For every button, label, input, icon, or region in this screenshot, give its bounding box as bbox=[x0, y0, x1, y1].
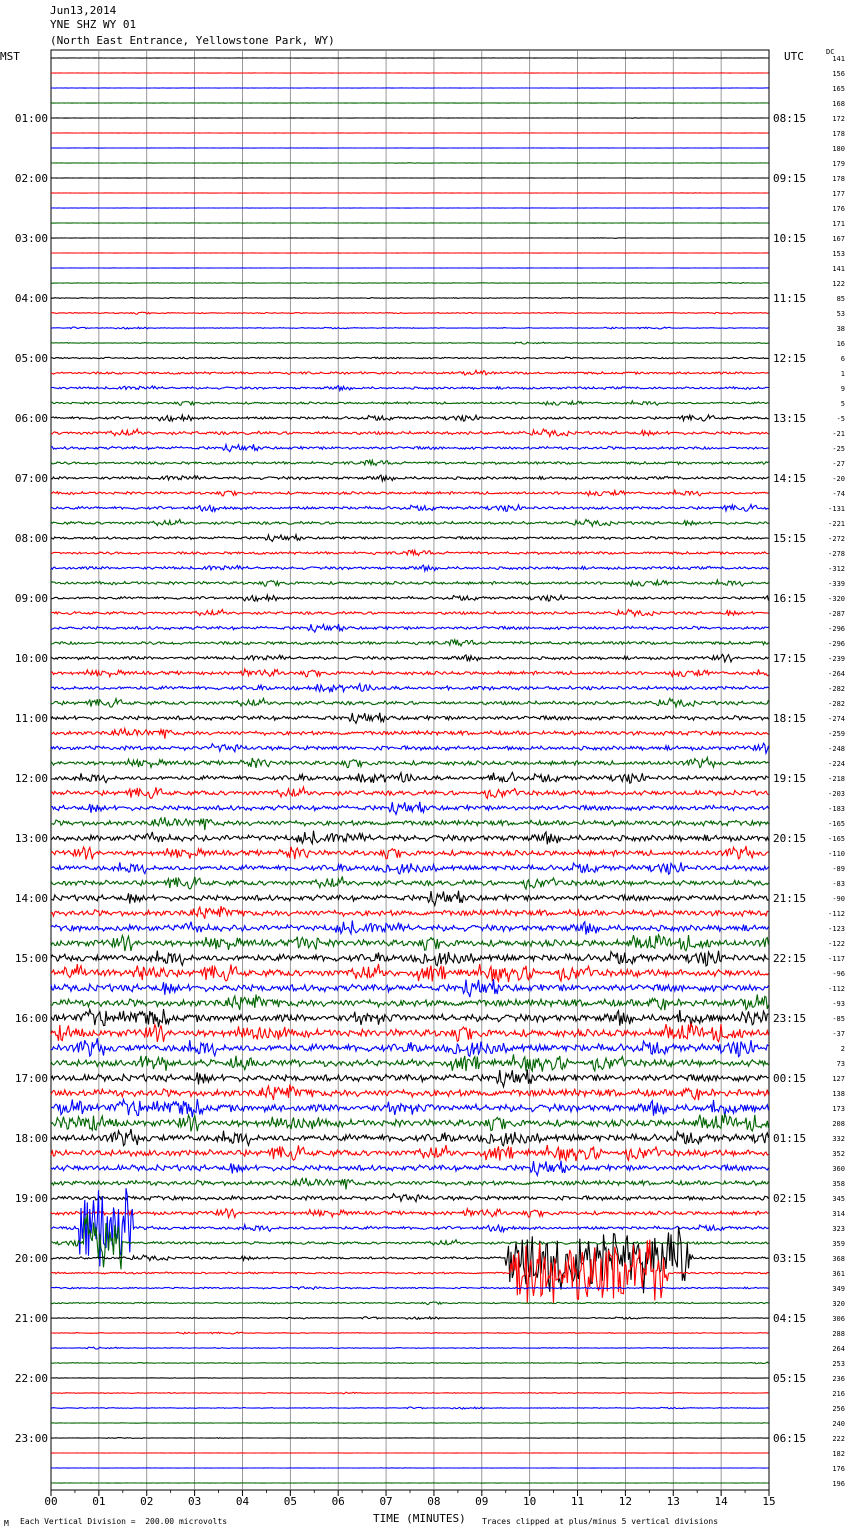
dc-offset-label: -224 bbox=[828, 760, 845, 768]
dc-offset-label: 153 bbox=[832, 250, 845, 258]
trace-line bbox=[51, 862, 769, 874]
trace-line bbox=[51, 979, 769, 997]
trace-line bbox=[51, 238, 769, 239]
dc-offset-label: 138 bbox=[832, 1090, 845, 1098]
trace-line bbox=[51, 1227, 769, 1293]
trace-line bbox=[51, 118, 769, 119]
dc-offset-label: 180 bbox=[832, 145, 845, 153]
trace-line bbox=[51, 1317, 769, 1320]
trace-line bbox=[51, 995, 769, 1011]
trace-line bbox=[51, 906, 769, 919]
left-hour-label: 04:00 bbox=[14, 292, 48, 305]
trace-line bbox=[51, 1054, 769, 1071]
dc-offset-label: -21 bbox=[832, 430, 845, 438]
x-tick-label: 10 bbox=[523, 1495, 537, 1508]
trace-line bbox=[51, 1438, 769, 1439]
left-hour-label: 05:00 bbox=[14, 352, 48, 365]
trace-line bbox=[51, 1178, 769, 1190]
trace-line bbox=[51, 193, 769, 194]
x-tick-label: 11 bbox=[570, 1495, 585, 1508]
dc-offset-label: 179 bbox=[832, 160, 845, 168]
right-hour-label: 18:15 bbox=[773, 712, 807, 725]
trace-line bbox=[51, 444, 769, 451]
dc-offset-label: 332 bbox=[832, 1135, 845, 1143]
trace-line bbox=[51, 415, 769, 421]
trace-line bbox=[51, 1407, 769, 1409]
trace-line bbox=[51, 1114, 769, 1131]
trace-line bbox=[51, 1188, 769, 1266]
dc-offset-label: 361 bbox=[832, 1270, 845, 1278]
dc-offset-label: 306 bbox=[832, 1315, 845, 1323]
x-tick-label: 05 bbox=[283, 1495, 297, 1508]
dc-offset-label: 168 bbox=[832, 100, 845, 108]
trace-line bbox=[51, 357, 769, 359]
dc-offset-label: -112 bbox=[828, 910, 845, 918]
right-hour-label: 04:15 bbox=[773, 1312, 807, 1325]
trace-line bbox=[51, 401, 769, 406]
x-tick-label: 03 bbox=[187, 1495, 202, 1508]
plot-frame bbox=[51, 50, 769, 1490]
right-hour-label: 01:15 bbox=[773, 1132, 807, 1145]
right-hour-label: 12:15 bbox=[773, 352, 807, 365]
trace-line bbox=[51, 519, 769, 526]
right-hour-label: 15:15 bbox=[773, 532, 807, 545]
right-hour-label: 17:15 bbox=[773, 652, 807, 665]
trace-line bbox=[51, 342, 769, 344]
dc-offset-label: 5 bbox=[840, 400, 845, 408]
dc-offset-label: 349 bbox=[832, 1285, 845, 1293]
left-hour-label: 21:00 bbox=[14, 1312, 48, 1325]
x-tick-label: 04 bbox=[235, 1495, 250, 1508]
trace-line bbox=[51, 891, 769, 906]
dc-offset-label: -239 bbox=[828, 655, 845, 663]
trace-line bbox=[51, 460, 769, 465]
dc-offset-label: -248 bbox=[828, 745, 845, 753]
dc-offset-label: 9 bbox=[840, 385, 845, 393]
trace-line bbox=[51, 1194, 769, 1202]
dc-offset-label: 182 bbox=[832, 1450, 845, 1458]
dc-offset-label: 156 bbox=[832, 70, 845, 78]
dc-offset-label: 256 bbox=[832, 1405, 845, 1413]
trace-line bbox=[51, 729, 769, 739]
dc-offset-label: 127 bbox=[832, 1075, 845, 1083]
x-tick-label: 09 bbox=[475, 1495, 489, 1508]
trace-line bbox=[51, 595, 769, 601]
trace-line bbox=[51, 1085, 769, 1101]
dc-offset-label: 165 bbox=[832, 85, 845, 93]
dc-offset-label: 288 bbox=[832, 1330, 845, 1338]
trace-line bbox=[51, 1145, 769, 1161]
trace-line bbox=[51, 565, 769, 571]
dc-offset-label: 2 bbox=[840, 1045, 845, 1053]
right-hour-label: 16:15 bbox=[773, 592, 807, 605]
dc-offset-label: -74 bbox=[832, 490, 845, 498]
corner-mark: M bbox=[4, 1519, 9, 1528]
trace-line bbox=[51, 802, 769, 815]
dc-offset-label: 323 bbox=[832, 1225, 845, 1233]
trace-line bbox=[51, 1468, 769, 1469]
dc-offset-label: 208 bbox=[832, 1120, 845, 1128]
left-hour-label: 14:00 bbox=[14, 892, 48, 905]
dc-offset-label: -93 bbox=[832, 1000, 845, 1008]
trace-line bbox=[51, 876, 769, 889]
dc-offset-label: -117 bbox=[828, 955, 845, 963]
trace-line bbox=[51, 920, 769, 934]
left-hour-label: 10:00 bbox=[14, 652, 48, 665]
dc-offset-label: -165 bbox=[828, 835, 845, 843]
right-hour-label: 21:15 bbox=[773, 892, 807, 905]
dc-offset-label: 73 bbox=[836, 1060, 845, 1068]
right-hour-label: 19:15 bbox=[773, 772, 807, 785]
dc-offset-label: 167 bbox=[832, 235, 845, 243]
trace-line bbox=[51, 831, 769, 845]
chart-date: Jun13,2014 bbox=[50, 4, 117, 17]
dc-offset-label: 352 bbox=[832, 1150, 845, 1158]
scale-note: Each Vertical Division = 200.00 microvolts bbox=[20, 1517, 228, 1526]
dc-offset-label: 178 bbox=[832, 130, 845, 138]
right-hour-label: 03:15 bbox=[773, 1252, 807, 1265]
trace-line bbox=[51, 684, 769, 692]
dc-offset-label: -110 bbox=[828, 850, 845, 858]
dc-offset-label: -312 bbox=[828, 565, 845, 573]
dc-offset-label: 216 bbox=[832, 1390, 845, 1398]
trace-line bbox=[51, 1069, 769, 1086]
x-tick-label: 13 bbox=[666, 1495, 680, 1508]
trace-line bbox=[51, 490, 769, 496]
trace-line bbox=[51, 757, 769, 768]
dc-offset-label: -296 bbox=[828, 625, 845, 633]
dc-offset-label: -20 bbox=[832, 475, 845, 483]
x-tick-label: 06 bbox=[331, 1495, 345, 1508]
dc-offset-label: 141 bbox=[832, 55, 845, 63]
dc-offset-label: -264 bbox=[828, 670, 845, 678]
dc-offset-label: 196 bbox=[832, 1480, 845, 1488]
dc-offset-label: 38 bbox=[836, 325, 845, 333]
dc-offset-label: -259 bbox=[828, 730, 845, 738]
dc-offset-label: 177 bbox=[832, 190, 845, 198]
left-timezone: MST bbox=[0, 50, 20, 63]
left-hour-label: 12:00 bbox=[14, 772, 48, 785]
dc-offset-label: 222 bbox=[832, 1435, 845, 1443]
trace-line bbox=[51, 935, 769, 951]
left-hour-label: 17:00 bbox=[14, 1072, 48, 1085]
dc-offset-label: -123 bbox=[828, 925, 845, 933]
trace-line bbox=[51, 772, 769, 783]
right-hour-label: 10:15 bbox=[773, 232, 807, 245]
left-hour-label: 23:00 bbox=[14, 1432, 48, 1445]
dc-offset-label: 345 bbox=[832, 1195, 845, 1203]
trace-line bbox=[51, 964, 769, 982]
trace-line bbox=[51, 386, 769, 391]
dc-offset-label: 360 bbox=[832, 1165, 845, 1173]
x-tick-label: 07 bbox=[379, 1495, 393, 1508]
dc-offset-label: 85 bbox=[836, 295, 845, 303]
trace-line bbox=[51, 1362, 769, 1364]
left-hour-label: 19:00 bbox=[14, 1192, 48, 1205]
station-location: (North East Entrance, Yellowstone Park, WY) bbox=[50, 34, 335, 47]
left-hour-label: 01:00 bbox=[14, 112, 48, 125]
x-axis-label: TIME (MINUTES) bbox=[373, 1512, 466, 1525]
x-tick-label: 14 bbox=[714, 1495, 728, 1508]
trace-line bbox=[51, 370, 769, 375]
trace-line bbox=[51, 787, 769, 798]
dc-offset-label: 240 bbox=[832, 1420, 845, 1428]
dc-offset-label: 314 bbox=[832, 1210, 845, 1218]
dc-offset-label: -27 bbox=[832, 460, 845, 468]
right-hour-label: 09:15 bbox=[773, 172, 807, 185]
left-hour-label: 20:00 bbox=[14, 1252, 48, 1265]
right-hour-label: 00:15 bbox=[773, 1072, 807, 1085]
dc-offset-label: 236 bbox=[832, 1375, 845, 1383]
trace-line bbox=[51, 654, 769, 662]
trace-line bbox=[51, 698, 769, 707]
trace-line bbox=[51, 1099, 769, 1117]
left-hour-label: 13:00 bbox=[14, 832, 48, 845]
dc-offset-label: -90 bbox=[832, 895, 845, 903]
x-tick-label: 01 bbox=[92, 1495, 106, 1508]
dc-offset-label: 122 bbox=[832, 280, 845, 288]
right-hour-label: 02:15 bbox=[773, 1192, 807, 1205]
left-hour-label: 15:00 bbox=[14, 952, 48, 965]
left-hour-label: 08:00 bbox=[14, 532, 48, 545]
dc-offset-label: 359 bbox=[832, 1240, 845, 1248]
trace-line bbox=[51, 609, 769, 616]
clip-note: Traces clipped at plus/minus 5 vertical divisions bbox=[482, 1517, 719, 1526]
trace-line bbox=[51, 1214, 769, 1269]
dc-offset-label: -85 bbox=[832, 1015, 845, 1023]
trace-line bbox=[51, 550, 769, 555]
dc-offset-label: 172 bbox=[832, 115, 845, 123]
dc-offset-label: 141 bbox=[832, 265, 845, 273]
trace-line bbox=[51, 1009, 769, 1027]
trace-line bbox=[51, 312, 769, 314]
right-hour-label: 13:15 bbox=[773, 412, 807, 425]
dc-offset-label: -183 bbox=[828, 805, 845, 813]
dc-offset-label: -274 bbox=[828, 715, 845, 723]
dc-offset-label: 6 bbox=[840, 355, 845, 363]
dc-offset-label: 358 bbox=[832, 1180, 845, 1188]
dc-offset-label: -218 bbox=[828, 775, 845, 783]
x-tick-label: 02 bbox=[140, 1495, 154, 1508]
left-hour-label: 02:00 bbox=[14, 172, 48, 185]
trace-line bbox=[51, 1378, 769, 1379]
trace-line bbox=[51, 1332, 769, 1334]
dc-offset-label: 264 bbox=[832, 1345, 845, 1353]
trace-line bbox=[51, 1392, 769, 1394]
trace-line bbox=[51, 535, 769, 542]
trace-line bbox=[51, 1347, 769, 1349]
left-hour-label: 16:00 bbox=[14, 1012, 48, 1025]
dc-offset-label: 176 bbox=[832, 205, 845, 213]
trace-line bbox=[51, 713, 769, 724]
right-hour-label: 05:15 bbox=[773, 1372, 807, 1385]
dc-offset-label: -96 bbox=[832, 970, 845, 978]
x-tick-label: 00 bbox=[44, 1495, 58, 1508]
dc-offset-label: -272 bbox=[828, 535, 845, 543]
left-hour-label: 06:00 bbox=[14, 412, 48, 425]
dc-offset-label: -339 bbox=[828, 580, 845, 588]
trace-line bbox=[51, 327, 769, 329]
trace-line bbox=[51, 1209, 769, 1218]
dc-offset-label: -296 bbox=[828, 640, 845, 648]
trace-line bbox=[51, 283, 769, 284]
left-hour-label: 09:00 bbox=[14, 592, 48, 605]
trace-line bbox=[51, 475, 769, 481]
trace-line bbox=[51, 163, 769, 164]
trace-line bbox=[51, 640, 769, 646]
x-tick-label: 08 bbox=[427, 1495, 441, 1508]
left-hour-label: 03:00 bbox=[14, 232, 48, 245]
dc-offset-label: 320 bbox=[832, 1300, 845, 1308]
dc-offset-label: 16 bbox=[836, 340, 845, 348]
trace-line bbox=[51, 1161, 769, 1176]
right-hour-label: 11:15 bbox=[773, 292, 807, 305]
left-hour-label: 07:00 bbox=[14, 472, 48, 485]
left-hour-label: 18:00 bbox=[14, 1132, 48, 1145]
trace-line bbox=[51, 505, 769, 512]
dc-offset-label: -282 bbox=[828, 685, 845, 693]
trace-line bbox=[51, 1423, 769, 1424]
station-name: YNE SHZ WY 01 bbox=[50, 18, 137, 31]
right-timezone: UTC bbox=[784, 50, 804, 63]
dc-offset-label: 173 bbox=[832, 1105, 845, 1113]
dc-offset-label: -122 bbox=[828, 940, 845, 948]
dc-offset-label: -112 bbox=[828, 985, 845, 993]
dc-offset-label: 53 bbox=[836, 310, 845, 318]
dc-offset-label: 368 bbox=[832, 1255, 845, 1263]
trace-line bbox=[51, 1038, 769, 1056]
x-tick-label: 12 bbox=[618, 1495, 633, 1508]
trace-line bbox=[51, 817, 769, 830]
trace-line bbox=[51, 951, 769, 966]
trace-line bbox=[51, 429, 769, 437]
right-hour-label: 22:15 bbox=[773, 952, 807, 965]
trace-line bbox=[51, 624, 769, 632]
dc-offset-label: -203 bbox=[828, 790, 845, 798]
right-hour-label: 06:15 bbox=[773, 1432, 807, 1445]
dc-offset-label: -131 bbox=[828, 505, 845, 513]
trace-line bbox=[51, 1302, 769, 1305]
dc-offset-label: -37 bbox=[832, 1030, 845, 1038]
x-tick-label: 15 bbox=[762, 1495, 776, 1508]
dc-offset-label: 253 bbox=[832, 1360, 845, 1368]
dc-offset-label: 171 bbox=[832, 220, 845, 228]
dc-offset-label: -221 bbox=[828, 520, 845, 528]
dc-offset-label: 178 bbox=[832, 175, 845, 183]
dc-offset-label: -320 bbox=[828, 595, 845, 603]
trace-line bbox=[51, 1240, 769, 1304]
trace-line bbox=[51, 669, 769, 677]
right-hour-label: 14:15 bbox=[773, 472, 807, 485]
trace-line bbox=[51, 1129, 769, 1146]
dc-offset-label: -287 bbox=[828, 610, 845, 618]
dc-offset-label: -282 bbox=[828, 700, 845, 708]
dc-offset-label: -83 bbox=[832, 880, 845, 888]
dc-offset-label: -165 bbox=[828, 820, 845, 828]
dc-offset-label: -5 bbox=[836, 415, 845, 423]
trace-line bbox=[51, 846, 769, 860]
dc-offset-label: 176 bbox=[832, 1465, 845, 1473]
left-hour-label: 22:00 bbox=[14, 1372, 48, 1385]
right-hour-label: 20:15 bbox=[773, 832, 807, 845]
dc-offset-label: 1 bbox=[840, 370, 845, 378]
trace-line bbox=[51, 298, 769, 299]
trace-line bbox=[51, 743, 769, 753]
right-hour-label: 08:15 bbox=[773, 112, 807, 125]
dc-offset-label: -25 bbox=[832, 445, 845, 453]
trace-line bbox=[51, 580, 769, 586]
dc-offset-label: -89 bbox=[832, 865, 845, 873]
dc-offset-header: DC bbox=[826, 48, 835, 56]
dc-offset-label: -278 bbox=[828, 550, 845, 558]
right-hour-label: 23:15 bbox=[773, 1012, 807, 1025]
left-hour-label: 11:00 bbox=[14, 712, 48, 725]
